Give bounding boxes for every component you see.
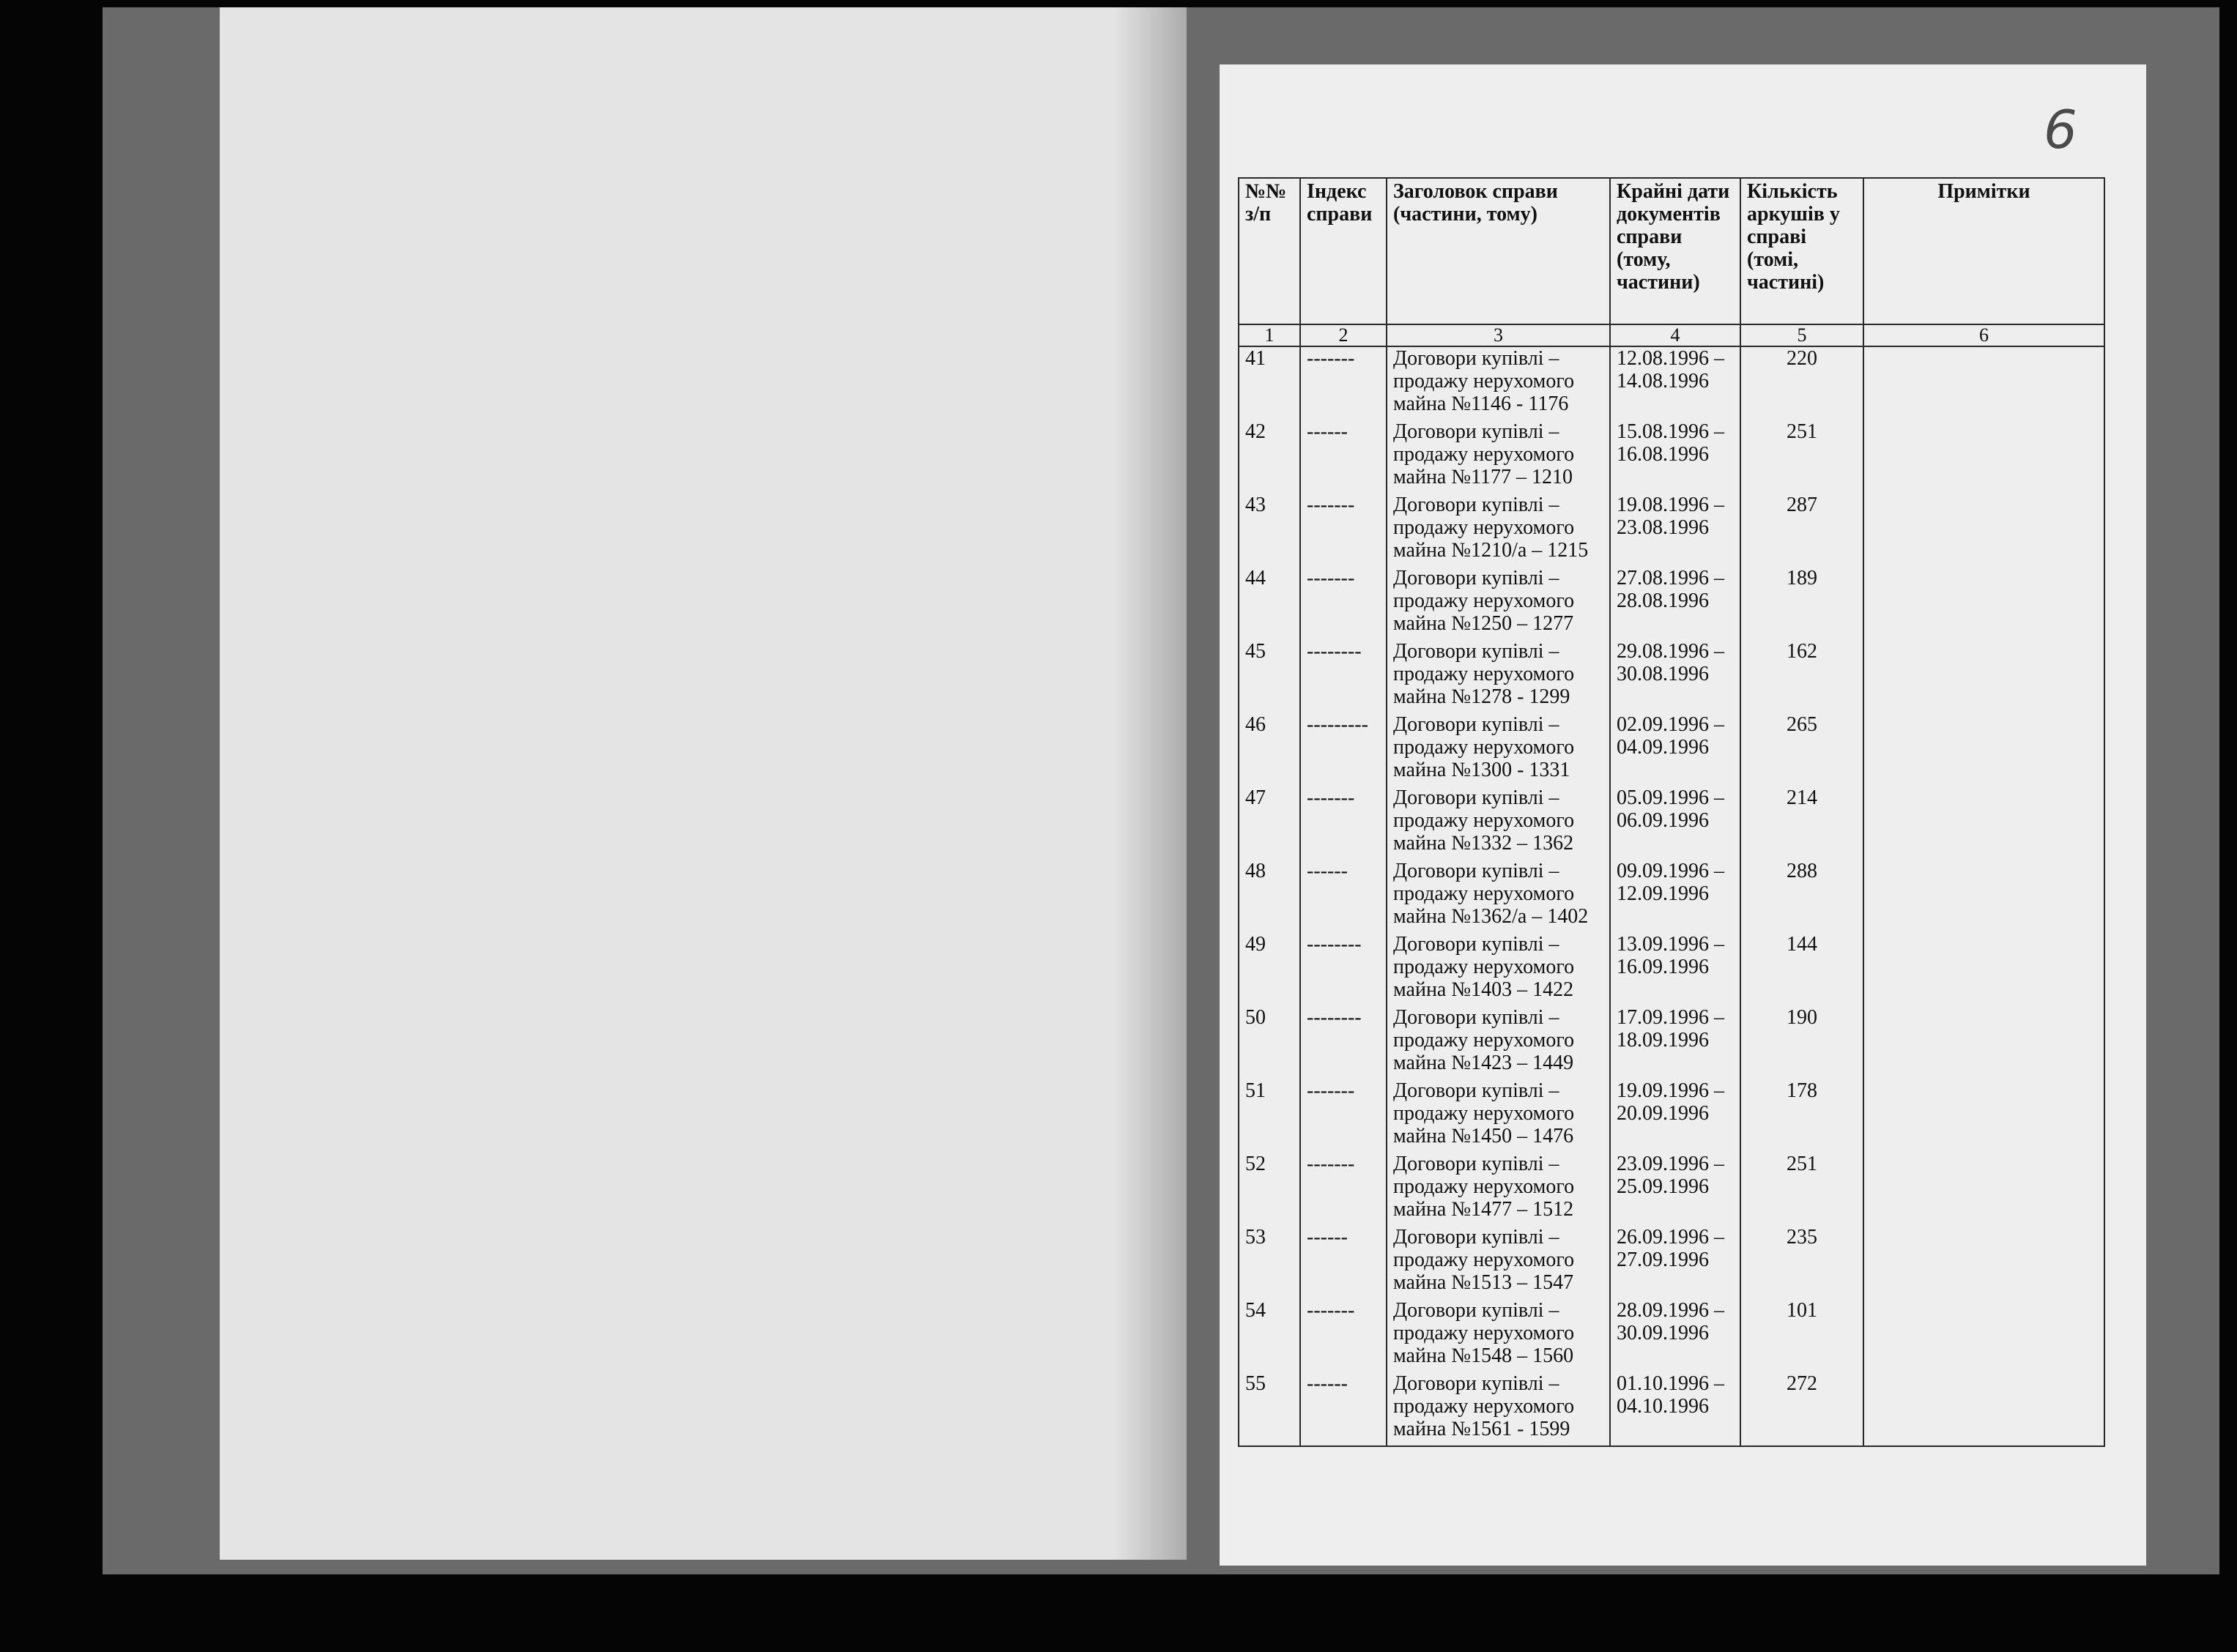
row-pages: 190 — [1740, 1006, 1863, 1079]
row-note — [1863, 713, 2104, 786]
row-number: 45 — [1239, 640, 1300, 713]
row-pages: 272 — [1740, 1372, 1863, 1446]
row-dates: 01.10.1996 – 04.10.1996 — [1610, 1372, 1740, 1446]
row-index: ------- — [1300, 786, 1387, 860]
row-title: Договори купівлі – продажу нерухомого майна №1403 – 1422 — [1387, 933, 1610, 1006]
row-title: Договори купівлі – продажу нерухомого майна №1450 – 1476 — [1387, 1079, 1610, 1153]
row-note — [1863, 786, 2104, 860]
row-note — [1863, 1372, 2104, 1446]
row-number: 55 — [1239, 1372, 1300, 1446]
column-number: 4 — [1610, 324, 1740, 346]
bleed-through-text — [322, 110, 1157, 1450]
row-note — [1863, 1153, 2104, 1226]
table-row — [1239, 1299, 2104, 1372]
row-index: ------- — [1300, 567, 1387, 640]
row-index: ------ — [1300, 860, 1387, 933]
table-row — [1239, 1226, 2104, 1299]
row-index: ------- — [1300, 1079, 1387, 1153]
column-number: 5 — [1740, 324, 1863, 346]
header-number: №№ з/п — [1239, 178, 1300, 324]
row-pages: 287 — [1740, 494, 1863, 567]
row-dates: 28.09.1996 – 30.09.1996 — [1610, 1299, 1740, 1372]
row-number: 51 — [1239, 1079, 1300, 1153]
column-number: 3 — [1387, 324, 1610, 346]
row-number: 48 — [1239, 860, 1300, 933]
table-row — [1239, 1079, 2104, 1153]
table-row — [1239, 1153, 2104, 1226]
row-title: Договори купівлі – продажу нерухомого майна №1250 – 1277 — [1387, 567, 1610, 640]
column-number: 1 — [1239, 324, 1300, 346]
row-title: Договори купівлі – продажу нерухомого майна №1513 – 1547 — [1387, 1226, 1610, 1299]
row-title: Договори купівлі – продажу нерухомого майна №1477 – 1512 — [1387, 1153, 1610, 1226]
row-note — [1863, 494, 2104, 567]
row-dates: 26.09.1996 – 27.09.1996 — [1610, 1226, 1740, 1299]
table-body — [1239, 346, 2104, 1446]
row-note — [1863, 860, 2104, 933]
row-index: -------- — [1300, 933, 1387, 1006]
row-title: Договори купівлі – продажу нерухомого майна №1210/а – 1215 — [1387, 494, 1610, 567]
row-pages: 162 — [1740, 640, 1863, 713]
case-registry-table — [1238, 177, 2105, 1447]
row-number: 52 — [1239, 1153, 1300, 1226]
column-number: 2 — [1300, 324, 1387, 346]
column-number-row — [1239, 324, 2104, 346]
row-note — [1863, 933, 2104, 1006]
row-dates: 02.09.1996 – 04.09.1996 — [1610, 713, 1740, 786]
row-note — [1863, 420, 2104, 494]
row-pages: 189 — [1740, 567, 1863, 640]
row-dates: 05.09.1996 – 06.09.1996 — [1610, 786, 1740, 860]
row-index: ------ — [1300, 1372, 1387, 1446]
row-number: 54 — [1239, 1299, 1300, 1372]
row-number: 41 — [1239, 346, 1300, 420]
row-dates: 13.09.1996 – 16.09.1996 — [1610, 933, 1740, 1006]
row-title: Договори купівлі – продажу нерухомого майна №1300 - 1331 — [1387, 713, 1610, 786]
row-index: --------- — [1300, 713, 1387, 786]
row-dates: 15.08.1996 – 16.08.1996 — [1610, 420, 1740, 494]
row-number: 47 — [1239, 786, 1300, 860]
row-title: Договори купівлі – продажу нерухомого майна №1561 - 1599 — [1387, 1372, 1610, 1446]
page-number: 6 — [2044, 99, 2077, 160]
header-dates: Крайні дати документів справи (тому, частини) — [1610, 178, 1740, 324]
table-row — [1239, 933, 2104, 1006]
row-note — [1863, 1226, 2104, 1299]
row-pages: 144 — [1740, 933, 1863, 1006]
row-dates: 17.09.1996 – 18.09.1996 — [1610, 1006, 1740, 1079]
row-index: ------- — [1300, 1299, 1387, 1372]
row-number: 50 — [1239, 1006, 1300, 1079]
table-row — [1239, 567, 2104, 640]
row-title: Договори купівлі – продажу нерухомого майна №1423 – 1449 — [1387, 1006, 1610, 1079]
row-dates: 29.08.1996 – 30.08.1996 — [1610, 640, 1740, 713]
row-number: 46 — [1239, 713, 1300, 786]
table-row — [1239, 713, 2104, 786]
table-row — [1239, 640, 2104, 713]
row-dates: 09.09.1996 – 12.09.1996 — [1610, 860, 1740, 933]
row-note — [1863, 567, 2104, 640]
row-index: ------ — [1300, 420, 1387, 494]
row-pages: 178 — [1740, 1079, 1863, 1153]
row-index: ------- — [1300, 346, 1387, 420]
row-dates: 19.09.1996 – 20.09.1996 — [1610, 1079, 1740, 1153]
table-row — [1239, 1006, 2104, 1079]
row-dates: 23.09.1996 – 25.09.1996 — [1610, 1153, 1740, 1226]
row-pages: 214 — [1740, 786, 1863, 860]
row-pages: 265 — [1740, 713, 1863, 786]
row-dates: 19.08.1996 – 23.08.1996 — [1610, 494, 1740, 567]
row-index: ------ — [1300, 1226, 1387, 1299]
row-index: -------- — [1300, 1006, 1387, 1079]
header-title: Заголовок справи (частини, тому) — [1387, 178, 1610, 324]
row-note — [1863, 1006, 2104, 1079]
table-row — [1239, 1372, 2104, 1446]
table-row — [1239, 346, 2104, 420]
row-pages: 235 — [1740, 1226, 1863, 1299]
row-index: -------- — [1300, 640, 1387, 713]
row-pages: 251 — [1740, 420, 1863, 494]
row-dates: 27.08.1996 – 28.08.1996 — [1610, 567, 1740, 640]
row-title: Договори купівлі – продажу нерухомого майна №1146 - 1176 — [1387, 346, 1610, 420]
row-pages: 220 — [1740, 346, 1863, 420]
row-note — [1863, 1299, 2104, 1372]
table-row — [1239, 860, 2104, 933]
header-notes: Примітки — [1863, 178, 2104, 324]
row-title: Договори купівлі – продажу нерухомого майна №1332 – 1362 — [1387, 786, 1610, 860]
row-title: Договори купівлі – продажу нерухомого майна №1548 – 1560 — [1387, 1299, 1610, 1372]
table-row — [1239, 786, 2104, 860]
row-note — [1863, 346, 2104, 420]
row-pages: 251 — [1740, 1153, 1863, 1226]
row-note — [1863, 640, 2104, 713]
row-number: 42 — [1239, 420, 1300, 494]
row-number: 44 — [1239, 567, 1300, 640]
row-dates: 12.08.1996 – 14.08.1996 — [1610, 346, 1740, 420]
row-number: 49 — [1239, 933, 1300, 1006]
row-index: ------- — [1300, 494, 1387, 567]
header-index: Індекс справи — [1300, 178, 1387, 324]
row-number: 43 — [1239, 494, 1300, 567]
row-index: ------- — [1300, 1153, 1387, 1226]
row-number: 53 — [1239, 1226, 1300, 1299]
row-note — [1863, 1079, 2104, 1153]
column-number: 6 — [1863, 324, 2104, 346]
row-title: Договори купівлі – продажу нерухомого майна №1177 – 1210 — [1387, 420, 1610, 494]
table-row — [1239, 494, 2104, 567]
header-pages: Кількість аркушів у справі (томі, частині) — [1740, 178, 1863, 324]
row-title: Договори купівлі – продажу нерухомого майна №1278 - 1299 — [1387, 640, 1610, 713]
table-header-row — [1239, 178, 2104, 324]
row-title: Договори купівлі – продажу нерухомого майна №1362/а – 1402 — [1387, 860, 1610, 933]
row-pages: 288 — [1740, 860, 1863, 933]
table-row — [1239, 420, 2104, 494]
row-pages: 101 — [1740, 1299, 1863, 1372]
